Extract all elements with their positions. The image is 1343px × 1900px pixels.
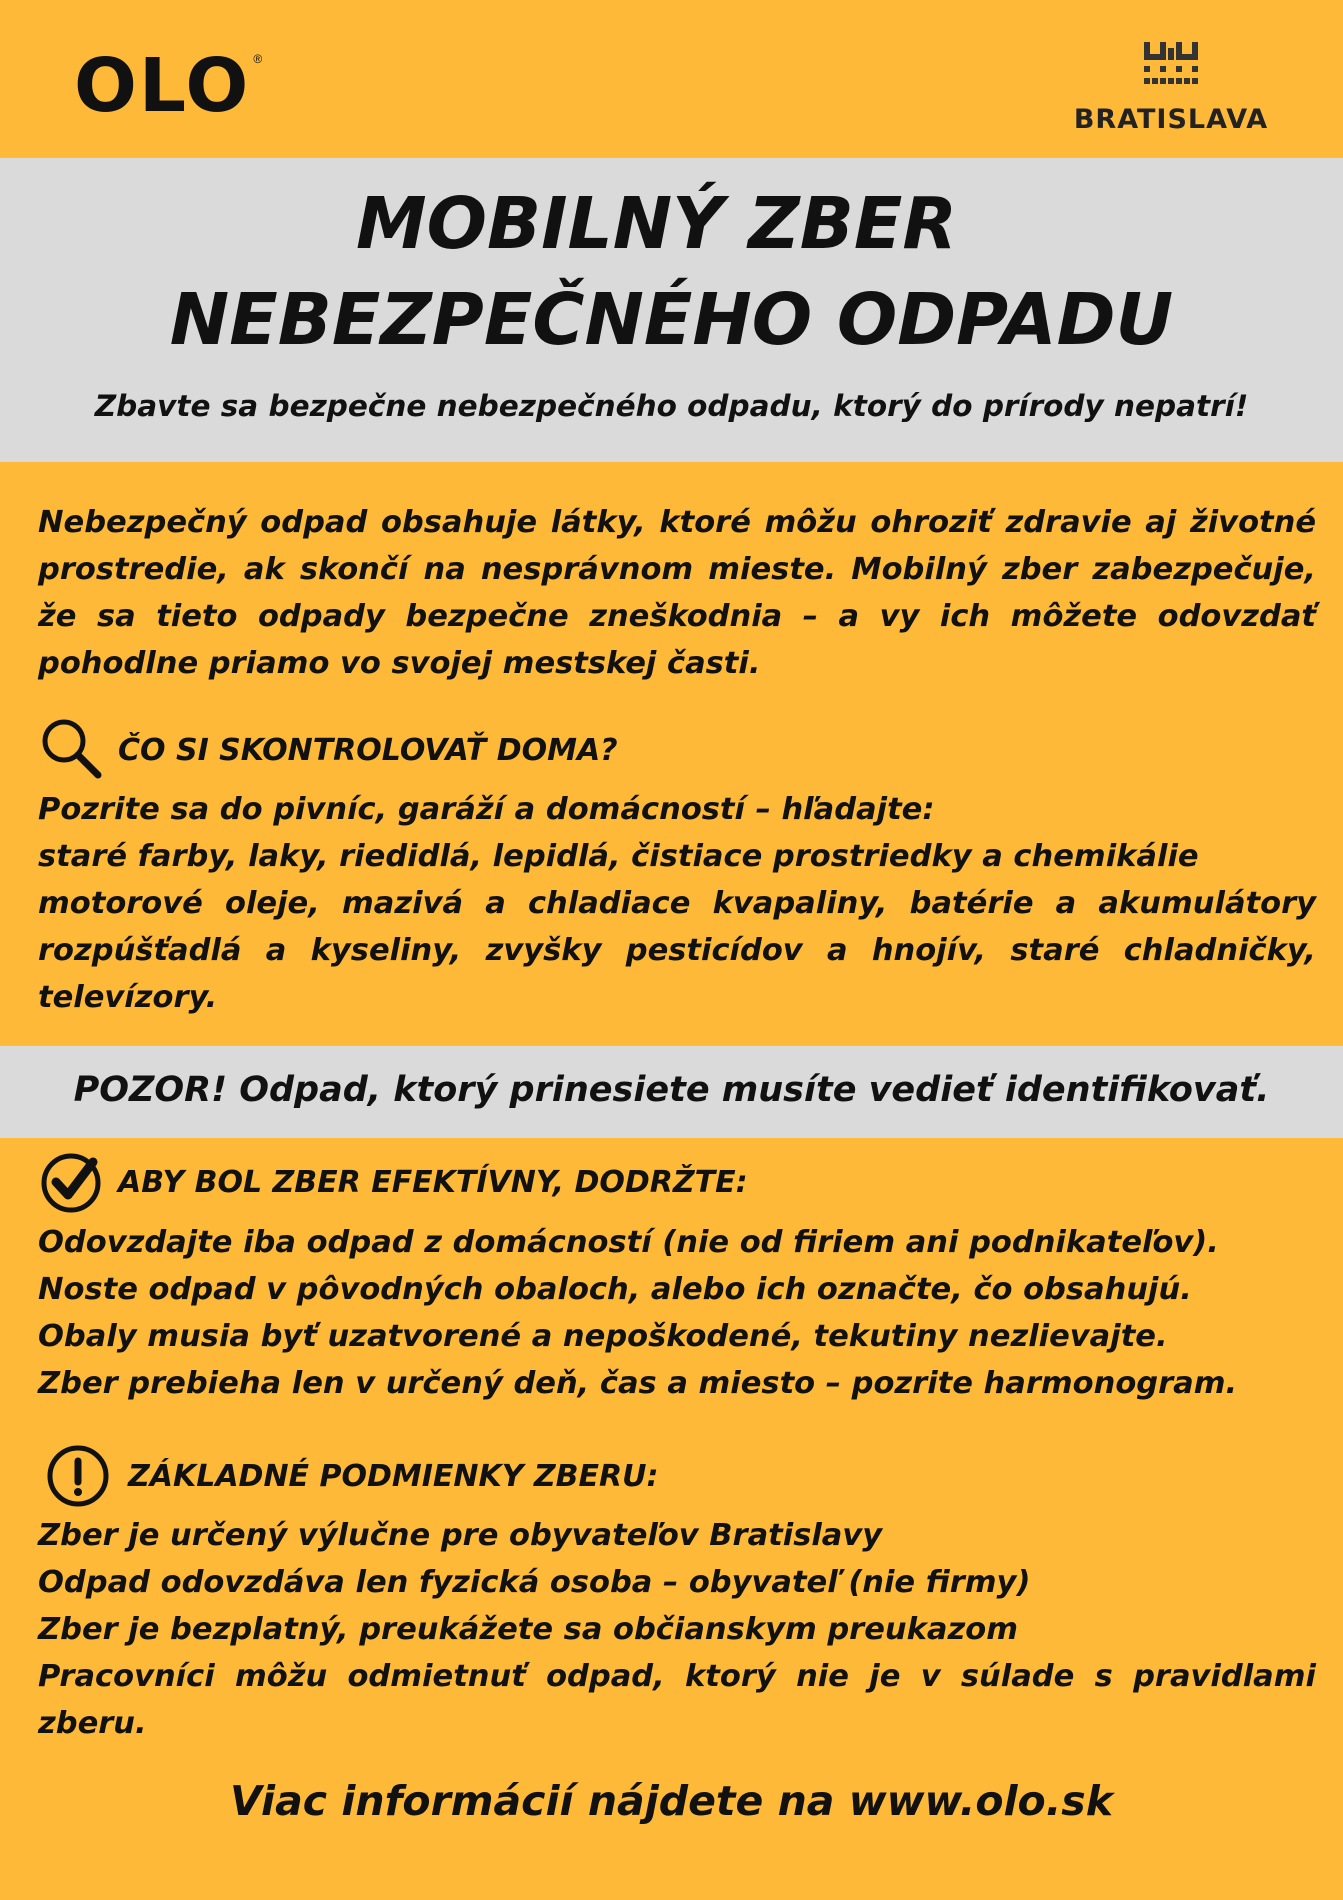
effective-heading: ABY BOL ZBER EFEKTÍVNY, DODRŽTE: xyxy=(118,1164,748,1200)
bratislava-crest-icon xyxy=(1142,40,1200,92)
title-line-2: NEBEZPEČNÉHO ODPADU xyxy=(169,278,1174,361)
olo-logo[interactable] xyxy=(74,43,263,129)
header xyxy=(0,0,1343,158)
bratislava-logo-text: BRATISLAVA xyxy=(1073,104,1269,135)
check-home-section xyxy=(38,720,1316,780)
warning-text: POZOR! Odpad, ktorý prinesiete musíte vedieť identifikovať. xyxy=(73,1070,1270,1110)
section-heading xyxy=(38,720,1316,780)
check-home-list xyxy=(38,786,1316,1021)
olo-logo-text: OLO xyxy=(74,43,251,129)
subtitle: Zbavte sa bezpečne nebezpečného odpadu, ktorý do prírody nepatrí! xyxy=(94,389,1249,423)
checkmark-circle-icon xyxy=(38,1150,108,1214)
intro-paragraph: Nebezpečný odpad obsahuje látky, ktoré môžu ohroziť zdravie aj životné prostredie, ak skončí na nesprávnom mieste. Mobilný zber zabezpečuje, že sa tieto odpady bezpečne zneškodnia – a vy ich môžete odovzdať pohodlne priamo vo svojej mestskej časti. xyxy=(38,505,1316,681)
list-item: motorové oleje, mazivá a chladiace kvapaliny, batérie a akumulátory rozpúšťadlá a kyseliny, zvyšky pesticídov a hnojív, staré chladničky, televízory. xyxy=(38,886,1316,1015)
exclamation-circle-icon xyxy=(42,1444,114,1508)
list-item: Odpad odovzdáva len fyzická osoba – obyvateľ (nie firmy) xyxy=(38,1565,1031,1600)
conditions-heading: ZÁKLADNÉ PODMIENKY ZBERU: xyxy=(128,1458,659,1494)
registered-mark: ® xyxy=(253,52,263,66)
page-title xyxy=(0,176,1343,368)
effective-list xyxy=(38,1219,1316,1407)
title-line-1: MOBILNÝ ZBER xyxy=(355,182,958,265)
list-item: Noste odpad v pôvodných obaloch, alebo ich označte, čo obsahujú. xyxy=(38,1272,1192,1307)
footer-link-text[interactable]: Viac informácií nájdete na www.olo.sk xyxy=(230,1777,1113,1825)
list-item: Pracovníci môžu odmietnuť odpad, ktorý nie je v súlade s pravidlami zberu. xyxy=(38,1659,1316,1741)
list-item: Zber prebieha len v určený deň, čas a miesto – pozrite harmonogram. xyxy=(38,1366,1238,1401)
list-item: Odovzdajte iba odpad z domácností (nie od firiem ani podnikateľov). xyxy=(38,1225,1219,1260)
effective-section xyxy=(38,1152,1316,1212)
list-item: Zber je určený výlučne pre obyvateľov Bratislavy xyxy=(38,1518,883,1553)
conditions-list xyxy=(38,1512,1316,1747)
list-item: staré farby, laky, riedidlá, lepidlá, čistiace prostriedky a chemikálie xyxy=(38,839,1199,874)
check-home-heading: ČO SI SKONTROLOVAŤ DOMA? xyxy=(118,732,618,768)
magnifier-icon xyxy=(38,717,108,783)
list-item: Pozrite sa do pivníc, garáží a domácností – hľadajte: xyxy=(38,792,935,827)
list-item: Obaly musia byť uzatvorené a nepoškodené, tekutiny nezlievajte. xyxy=(38,1319,1168,1354)
title-band xyxy=(0,158,1343,462)
bratislava-logo[interactable] xyxy=(1051,40,1291,140)
section-heading xyxy=(38,1152,1316,1212)
conditions-section xyxy=(38,1446,1316,1506)
warning-band xyxy=(0,1046,1343,1138)
list-item: Zber je bezplatný, preukážete sa občianskym preukazom xyxy=(38,1612,1018,1647)
section-heading xyxy=(38,1446,1316,1506)
